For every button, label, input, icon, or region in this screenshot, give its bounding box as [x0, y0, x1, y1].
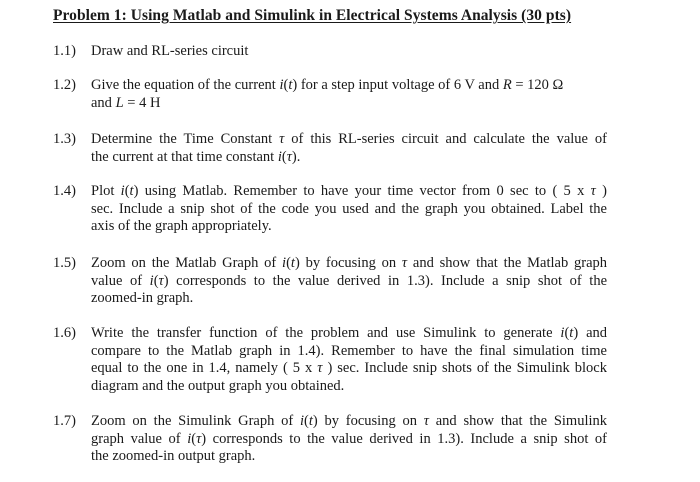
- problem-line: graph value of i(τ) corresponds to the value derived in 1.3). Include a snip shot of: [91, 430, 607, 447]
- problem-line: axis of the graph appropriately.: [91, 218, 272, 234]
- problem-text: [91, 43, 607, 61]
- problem-line: Plot i(t) using Matlab. Remember to have your time vector from 0 sec to ( 5 x τ ): [91, 183, 607, 199]
- problem-line: Write the transfer function of the problem and use Simulink to generate i(t) and: [91, 325, 608, 341]
- problem-line: the zoomed-in output graph.: [91, 448, 256, 464]
- problem-number: 1.1): [53, 43, 76, 59]
- problem-number: 1.3): [53, 131, 76, 147]
- problem-title: Problem 1: Using Matlab and Simulink in Electrical Systems Analysis (30 pts): [53, 7, 572, 24]
- problem-number: 1.2): [53, 77, 76, 93]
- problem-line: Determine the Time Constant τ of this RL-series circuit and calculate the value of: [91, 131, 607, 147]
- problem-line: diagram and the output graph you obtained.: [91, 377, 345, 394]
- problem-line: and L = 4 H: [91, 94, 161, 111]
- problem-line: Draw and RL-series circuit: [91, 43, 249, 59]
- problem-line: Zoom on the Simulink Graph of i(t) by focusing on τ and show that the Simulink: [91, 413, 608, 429]
- problem-number: 1.6): [53, 325, 76, 341]
- problem-line: Give the equation of the current i(t) for a step input voltage of 6 V and R = 120 Ω: [91, 77, 564, 93]
- problem-line: equal to the one in 1.4, namely ( 5 x τ ) sec. Include snip shots of the Simulink block: [91, 360, 607, 376]
- problem-line: value of i(τ) corresponds to the value derived in 1.3). Include a snip shot of the: [91, 272, 608, 289]
- problem-line: zoomed-in graph.: [91, 290, 194, 306]
- problem-text: [91, 413, 607, 466]
- problem-text: [91, 325, 607, 395]
- problem-number: 1.4): [53, 183, 76, 199]
- problem-text: [91, 255, 607, 308]
- problem-line: compare to the Matlab graph in 1.4). Remember to have the final simulation time: [91, 342, 607, 359]
- problem-text: [91, 131, 607, 166]
- problem-text: [91, 183, 607, 236]
- problem-number: 1.7): [53, 413, 76, 429]
- problem-line: sec. Include a snip shot of the code you used and the graph you obtained. Label the: [91, 200, 607, 217]
- problem-line: Zoom on the Matlab Graph of i(t) by focusing on τ and show that the Matlab graph: [91, 255, 608, 271]
- problem-text: [91, 77, 607, 112]
- problem-line: the current at that time constant i(τ).: [91, 148, 301, 165]
- problem-number: 1.5): [53, 255, 76, 271]
